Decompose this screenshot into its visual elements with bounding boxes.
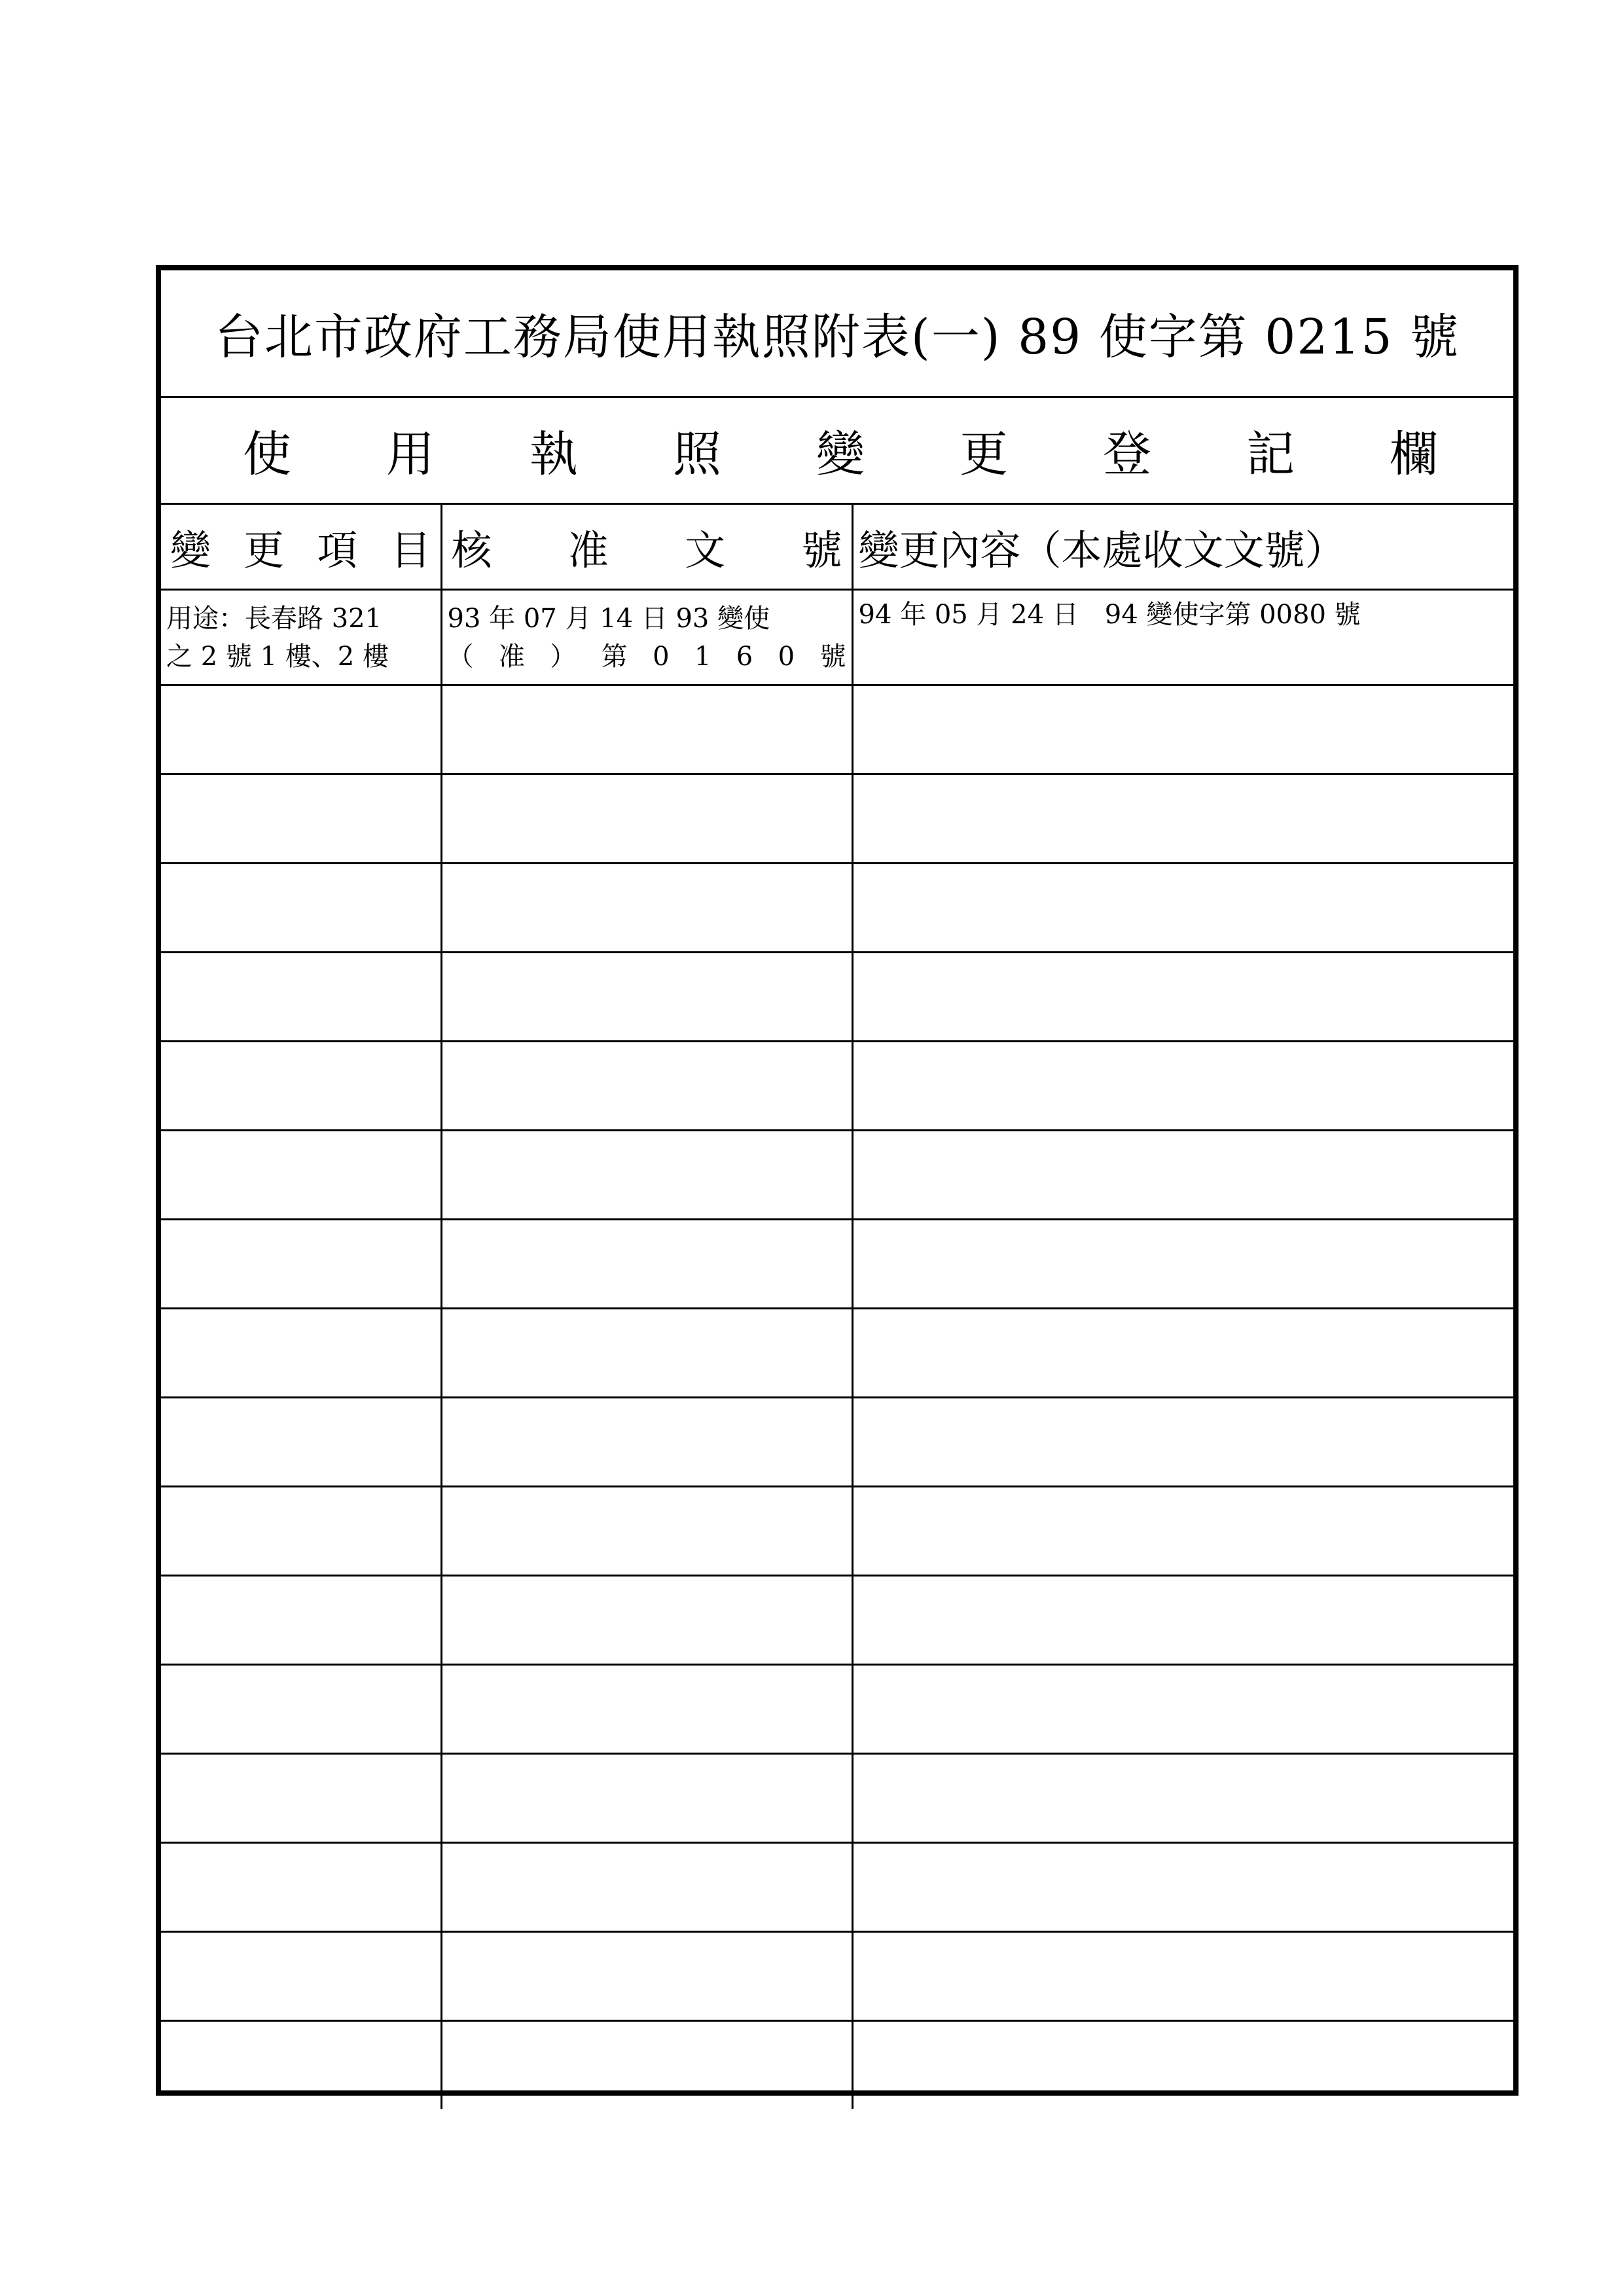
empty-cell	[441, 1131, 852, 1220]
empty-cell	[441, 1398, 852, 1487]
empty-cell	[852, 953, 1513, 1042]
table-row	[161, 1754, 1513, 1843]
subtitle-char: 記	[1246, 426, 1295, 483]
subtitle-char: 執	[530, 426, 578, 483]
empty-cell	[441, 685, 852, 774]
empty-cell	[161, 1932, 441, 2021]
empty-cell	[441, 1843, 852, 1932]
subtitle-char: 欄	[1390, 426, 1438, 483]
empty-cell	[852, 864, 1513, 953]
subtitle-char: 照	[673, 426, 721, 483]
empty-cell	[161, 1487, 441, 1576]
table-row	[161, 1665, 1513, 1754]
form-title: 台北市政府工務局使用執照附表(一) 89 使字第 0215 號	[161, 270, 1513, 398]
empty-cell	[161, 1843, 441, 1932]
empty-cell	[161, 1131, 441, 1220]
empty-cell	[852, 1843, 1513, 1932]
empty-cell	[852, 1487, 1513, 1576]
empty-cell	[852, 1576, 1513, 1665]
approval-char: 號	[819, 641, 846, 672]
empty-cell	[441, 864, 852, 953]
empty-cell	[441, 1220, 852, 1309]
change-content-text: 94 年 05 月 24 日 94 變使字第 0080 號	[858, 600, 1361, 630]
empty-cell	[852, 1042, 1513, 1131]
empty-cell	[441, 1576, 852, 1665]
header-char: 准	[567, 526, 609, 574]
header-char: 核	[451, 526, 492, 574]
empty-cell	[852, 1754, 1513, 1843]
approval-char: 0	[653, 641, 670, 672]
approval-char: 0	[778, 641, 795, 672]
empty-cell	[161, 1309, 441, 1398]
change-registration-table	[161, 505, 1513, 2109]
empty-cell	[441, 1754, 852, 1843]
header-change-item	[161, 505, 441, 590]
approval-char: 准	[498, 641, 525, 672]
table-row	[161, 2021, 1513, 2109]
empty-cell	[441, 1665, 852, 1754]
approval-char: 1	[694, 641, 711, 672]
empty-cell	[441, 1487, 852, 1576]
table-row	[161, 774, 1513, 864]
empty-cell	[441, 774, 852, 864]
change-item-line: 之 2 號 1 樓、2 樓	[166, 641, 389, 672]
cell-change-item	[161, 590, 441, 685]
empty-cell	[161, 864, 441, 953]
table-row	[161, 1932, 1513, 2021]
empty-cell	[161, 1665, 441, 1754]
table-header-row	[161, 505, 1513, 590]
header-approval-number	[441, 505, 852, 590]
empty-cell	[852, 774, 1513, 864]
empty-cell	[852, 1398, 1513, 1487]
approval-line	[448, 638, 846, 676]
empty-cell	[161, 1398, 441, 1487]
form-subtitle	[161, 398, 1513, 505]
approval-char: （	[447, 641, 474, 672]
header-change-content	[852, 505, 1513, 590]
empty-cell	[441, 953, 852, 1042]
empty-cell	[852, 1309, 1513, 1398]
subtitle-char: 使	[243, 426, 291, 483]
approval-line: 93 年 07 月 14 日 93 變使	[447, 603, 770, 634]
table-row	[161, 1843, 1513, 1932]
approval-char: 6	[736, 641, 753, 672]
empty-cell	[161, 953, 441, 1042]
approval-char: ）	[550, 641, 577, 672]
table-row	[161, 1576, 1513, 1665]
change-item-line: 用途：長春路 321	[166, 603, 382, 634]
empty-cell	[161, 1576, 441, 1665]
empty-cell	[441, 2021, 852, 2109]
empty-cell	[161, 774, 441, 864]
empty-cell	[161, 1042, 441, 1131]
empty-cell	[852, 685, 1513, 774]
form-frame	[156, 265, 1519, 2096]
empty-cell	[161, 2021, 441, 2109]
cell-approval-number	[441, 590, 852, 685]
header-char: 項	[317, 526, 358, 574]
empty-cell	[852, 1131, 1513, 1220]
subtitle-char: 更	[960, 426, 1008, 483]
table-row	[161, 1220, 1513, 1309]
empty-cell	[441, 1309, 852, 1398]
empty-cell	[161, 685, 441, 774]
header-char: 號	[801, 526, 842, 574]
table-row	[161, 590, 1513, 685]
table-row	[161, 1131, 1513, 1220]
header-change-content-label: 變更內容（本處收文文號）	[858, 526, 1346, 574]
table-row	[161, 1309, 1513, 1398]
empty-cell	[441, 1932, 852, 2021]
empty-cell	[161, 1754, 441, 1843]
empty-cell	[161, 1220, 441, 1309]
empty-cell	[852, 1220, 1513, 1309]
table-row	[161, 1398, 1513, 1487]
table-row	[161, 685, 1513, 774]
subtitle-char: 登	[1103, 426, 1151, 483]
empty-cell	[852, 1932, 1513, 2021]
header-char: 更	[243, 526, 285, 574]
cell-change-content	[852, 590, 1513, 685]
subtitle-char: 用	[386, 426, 435, 483]
table-row	[161, 953, 1513, 1042]
header-char: 目	[390, 526, 431, 574]
table-row	[161, 864, 1513, 953]
empty-cell	[852, 1665, 1513, 1754]
header-char: 變	[170, 526, 211, 574]
empty-cell	[441, 1042, 852, 1131]
subtitle-char: 變	[816, 426, 865, 483]
table-row	[161, 1042, 1513, 1131]
empty-cell	[852, 2021, 1513, 2109]
table-row	[161, 1487, 1513, 1576]
approval-char: 第	[601, 641, 628, 672]
header-char: 文	[685, 526, 726, 574]
